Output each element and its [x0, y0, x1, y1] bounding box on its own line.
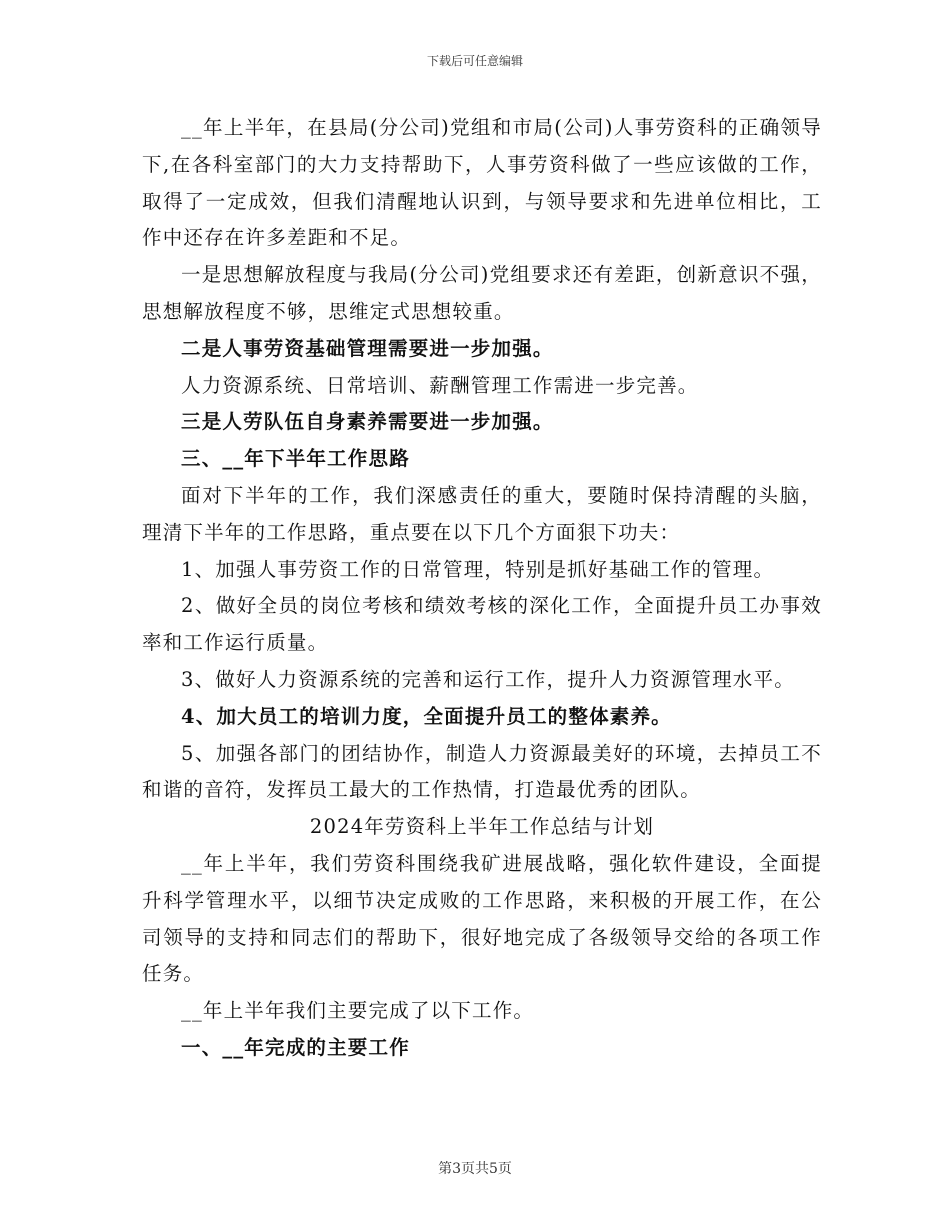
- paragraph-issue-2: 二是人事劳资基础管理需要进一步加强。: [181, 336, 554, 360]
- page-footer: 第3页共5页: [438, 1161, 512, 1177]
- page-header: 下载后可任意编辑: [426, 54, 523, 68]
- paragraph-summary: __年上半年，我们劳资科围绕我矿进展战略，强化软件建设，全面提升科学管理水平，以细节决定成败的工作思路，来积极的开展工作，在公司领导的支持和同志们的帮助下，很好地完成了各级领导交给的各项工作任务。: [142, 851, 822, 986]
- list-item-5: 5、加强各部门的团结协作，制造人力资源最美好的环境，去掉员工不和谐的音符，发挥员工最大的工作热情，打造最优秀的团队。: [142, 741, 822, 802]
- paragraph-issue-2-detail: 人力资源系统、日常培训、薪酬管理工作需进一步完善。: [181, 373, 699, 397]
- section-heading-plan: 三、__年下半年工作思路: [181, 447, 410, 471]
- paragraph-intro: __年上半年，在县局(分公司)党组和市局(公司)人事劳资科的正确领导下,在各科室部门的大力支持帮助下，人事劳资科做了一些应该做的工作，取得了一定成效，但我们清醒地认识到，与领导要求和先进单位相比，工作中还存在许多差距和不足。: [142, 116, 822, 250]
- list-item-3: 3、做好人力资源系统的完善和运行工作，提升人力资源管理水平。: [181, 667, 795, 691]
- list-item-4: 4、加大员工的培训力度，全面提升员工的整体素养。: [181, 704, 672, 728]
- list-item-1: 1、加强人事劳资工作的日常管理，特别是抓好基础工作的管理。: [181, 557, 775, 581]
- list-item-2: 2、做好全员的岗位考核和绩效考核的深化工作，全面提升员工办事效率和工作运行质量。: [142, 594, 822, 655]
- paragraph-issue-3: 三是人劳队伍自身素养需要进一步加强。: [181, 410, 554, 434]
- document-title: 2024年劳资科上半年工作总结与计划: [309, 815, 655, 839]
- document-body: [142, 110, 822, 1067]
- section-heading-completed: 一、__年完成的主要工作: [181, 1035, 410, 1059]
- paragraph-plan-intro: 面对下半年的工作，我们深感责任的重大，要随时保持清醒的头脑，理清下半年的工作思路，重点要在以下几个方面狠下功夫：: [142, 483, 822, 544]
- paragraph-issue-1: 一是思想解放程度与我局(分公司)党组要求还有差距，创新意识不强，思想解放程度不够，思维定式思想较重。: [142, 263, 822, 323]
- paragraph-summary-2: __年上半年我们主要完成了以下工作。: [181, 999, 535, 1023]
